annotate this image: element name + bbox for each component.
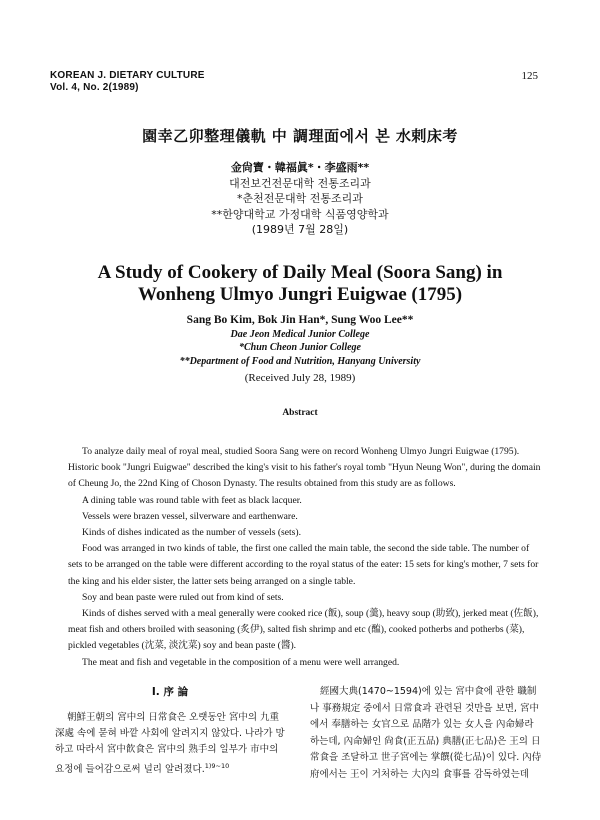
- korean-affiliation: **한양대학교 가정대학 식품영양학과: [211, 207, 389, 221]
- section-heading: Ⅰ. 序 論: [151, 686, 189, 698]
- abstract-heading: Abstract: [282, 408, 318, 418]
- korean-date: (1989년 7월 28일): [251, 223, 349, 236]
- body-left-column: [55, 684, 285, 778]
- abstract-paragraph: Kinds of dishes served with a meal generally were cooked rice (飯), soup (羹), heavy soup (助致), jerked meat (佐飯), meat fish and others broiled with seasoning (炙伊), salted fish shrimp and etc (醢), cooked potherbs and potherbs (菜), pickled vegetables (沈菜, 淡沈菜) soy and bean paste (醬).: [68, 608, 539, 652]
- abstract-paragraph: Food was arranged in two kinds of table, the first one called the main table, the second the side table. The number of sets to be arranged on the table were different according to the royal status of the eater: 15 sets for king's mother, 7 sets for the king and his elder sister, the latter sets being arranged on a single table.: [68, 543, 539, 587]
- journal-name: KOREAN J. DIETARY CULTURE: [50, 70, 205, 81]
- korean-affiliation: 대전보건전문대학 전통조리과: [229, 176, 371, 190]
- body-paragraph: [55, 710, 285, 778]
- abstract-paragraph: Vessels were brazen vessel, silverware and earthenware.: [82, 510, 298, 522]
- english-title: [0, 262, 600, 306]
- korean-title: 園幸乙卯整理儀軌 中 調理面에서 본 水剌床考: [142, 127, 458, 145]
- english-title-line: Wonheng Ulmyo Jungri Euigwae (1795): [137, 284, 463, 305]
- abstract-paragraph: The meat and fish and vegetable in the composition of a menu were well arranged.: [82, 656, 400, 668]
- abstract-paragraph: To analyze daily meal of royal meal, studied Soora Sang were on record Wonheng Ulmyo Jungri Euigwae (1795). Historic book "Jungri Euigwae" described the king's visit to his father's royal tomb "Hyun Neung Won", during the domain of Cheung Jo, the 22nd King of Choson Dynasty. The results obtained from this study are as follows.: [68, 446, 541, 490]
- english-affiliation: Dae Jeon Medical Junior College: [230, 328, 370, 340]
- body-text: 朝鮮王朝의 宮中의 日常食은 오랫동안 宮中의 九重深處 속에 묻혀 바깥 사회에 알려지지 않았다. 나라가 망하고 따라서 宮中飮食은 宮中의 熟手의 일부가 市中의 요정에 들어감으로써 널리 알려졌다.: [55, 712, 285, 776]
- journal-volume: Vol. 4, No. 2(1989): [50, 82, 139, 93]
- korean-affiliation: *춘천전문대학 전통조리과: [237, 192, 363, 205]
- abstract-paragraph: Kinds of dishes indicated as the number of vessels (sets).: [82, 527, 302, 539]
- korean-authors: 金尙寶・韓福眞*・李盛雨**: [230, 161, 370, 174]
- english-affiliation: **Department of Food and Nutrition, Hanyang University: [179, 355, 421, 367]
- received-date: (Received July 28, 1989): [244, 372, 356, 384]
- abstract-paragraph: Soy and bean paste were ruled out from kind of sets.: [82, 591, 284, 603]
- english-authors: Sang Bo Kim, Bok Jin Han*, Sung Woo Lee**: [186, 314, 414, 326]
- page-number: 125: [521, 70, 538, 82]
- abstract-paragraph: A dining table was round table with feet as black lacquer.: [82, 494, 302, 506]
- korean-author-block: [0, 160, 600, 238]
- english-author-block: [0, 314, 600, 386]
- english-affiliation: *Chun Cheon Junior College: [239, 342, 361, 353]
- reference-marker: 1)9~10: [204, 762, 230, 770]
- body-right-column: [310, 684, 542, 783]
- abstract-body: [68, 444, 544, 671]
- body-paragraph: 經國大典(1470~1594)에 있는 宮中食에 관한 職制나 事務規定 중에서 日常食과 관련된 것만을 보면, 宮中에서 奉膳하는 女官으로 品階가 있는 女人을 內命婦라 하는데, 內命婦인 尙食(正五品) 典膳(正七品)은 王의 日常食을 조달하고 世子宮에는 掌饌(從七品)이 있다. 內侍府에서는 王이 거처하는 大內의 食事를 감독하였는데: [310, 686, 542, 780]
- english-title-line: A Study of Cookery of Daily Meal (Soora Sang) in: [97, 262, 503, 283]
- journal-header: [50, 70, 205, 94]
